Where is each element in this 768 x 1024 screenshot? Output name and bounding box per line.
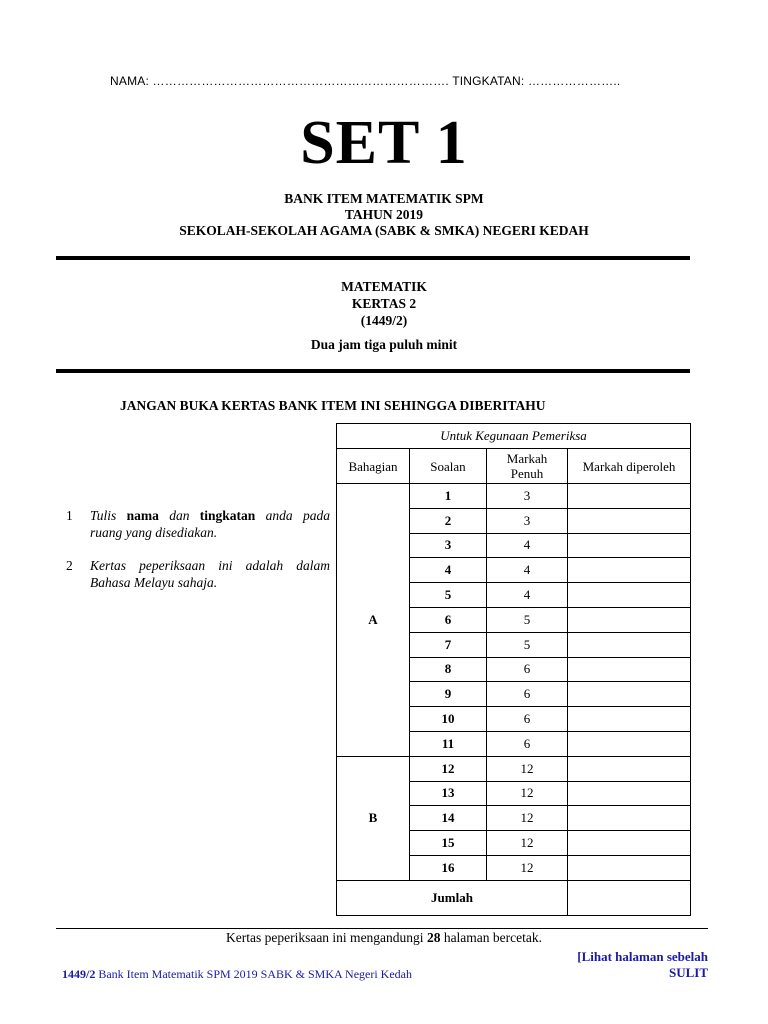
instruction-1: 1 Tulis nama dan tingkatan anda pada ruang yang disediakan. (66, 508, 330, 540)
obtained-mark-cell[interactable] (568, 583, 691, 608)
schools-title: SEKOLAH-SEKOLAH AGAMA (SABK & SMKA) NEGERI KEDAH (179, 223, 589, 238)
question-number: 4 (410, 558, 487, 583)
full-mark: 4 (487, 558, 568, 583)
footer (62, 967, 412, 982)
warning-text: JANGAN BUKA KERTAS BANK ITEM INI SEHINGGA DIBERITAHU (120, 398, 546, 413)
header-markah-diperoleh: Markah diperoleh (568, 449, 691, 484)
page-count-note: Kertas peperiksaan ini mengandungi 28 halaman bercetak. (225, 930, 543, 945)
full-mark: 12 (487, 781, 568, 806)
table-row (337, 484, 691, 509)
question-number: 16 (410, 855, 487, 880)
obtained-mark-cell[interactable] (568, 657, 691, 682)
question-number: 13 (410, 781, 487, 806)
section-a: A (337, 484, 410, 757)
instruction-1-number: 1 (66, 508, 73, 523)
footer-text: Bank Item Matematik SPM 2019 SABK & SMKA Negeri Kedah (95, 967, 412, 981)
question-number: 7 (410, 632, 487, 657)
full-mark: 6 (487, 657, 568, 682)
full-mark: 12 (487, 831, 568, 856)
full-mark: 4 (487, 533, 568, 558)
full-mark: 3 (487, 508, 568, 533)
full-mark: 6 (487, 682, 568, 707)
question-number: 6 (410, 607, 487, 632)
full-mark: 4 (487, 583, 568, 608)
question-number: 2 (410, 508, 487, 533)
name-class-line: NAMA: ………………………………………………………………. TINGKATAN: ………………….. (110, 74, 621, 88)
obtained-mark-cell[interactable] (568, 484, 691, 509)
duration: Dua jam tiga puluh minit (310, 337, 458, 352)
paper-code: (1449/2) (360, 313, 408, 328)
instruction-2: 2 Kertas peperiksaan ini adalah dalam Bahasa Melayu sahaja. (66, 558, 330, 590)
question-number: 1 (410, 484, 487, 509)
top-divider (56, 256, 690, 260)
total-obtained-cell[interactable] (568, 880, 691, 915)
obtained-mark-cell[interactable] (568, 508, 691, 533)
obtained-mark-cell[interactable] (568, 682, 691, 707)
table-row (337, 756, 691, 781)
obtained-mark-cell[interactable] (568, 533, 691, 558)
question-number: 14 (410, 806, 487, 831)
obtained-mark-cell[interactable] (568, 731, 691, 756)
header-bahagian: Bahagian (337, 449, 410, 484)
full-mark: 3 (487, 484, 568, 509)
obtained-mark-cell[interactable] (568, 707, 691, 732)
header-markah-penuh: Markah Penuh (487, 449, 568, 484)
obtained-mark-cell[interactable] (568, 806, 691, 831)
section-b: B (337, 756, 410, 880)
bank-item-title: BANK ITEM MATEMATIK SPM (284, 191, 484, 206)
table-caption: Untuk Kegunaan Pemeriksa (337, 424, 691, 449)
obtained-mark-cell[interactable] (568, 831, 691, 856)
obtained-mark-cell[interactable] (568, 781, 691, 806)
header-soalan: Soalan (410, 449, 487, 484)
set-title: SET 1 (300, 109, 468, 177)
full-mark: 12 (487, 855, 568, 880)
paper-title: KERTAS 2 (351, 296, 417, 311)
question-number: 8 (410, 657, 487, 682)
full-mark: 12 (487, 806, 568, 831)
footer-code: 1449/2 (62, 967, 96, 981)
sulit-label: SULIT (668, 965, 708, 980)
examiner-table (336, 423, 691, 916)
full-mark: 6 (487, 707, 568, 732)
obtained-mark-cell[interactable] (568, 632, 691, 657)
see-next-page: [Lihat halaman sebelah (577, 949, 708, 964)
question-number: 15 (410, 831, 487, 856)
page-count: 28 (426, 930, 441, 945)
full-mark: 5 (487, 632, 568, 657)
subject-title: MATEMATIK (341, 279, 427, 294)
year-title: TAHUN 2019 (344, 207, 424, 222)
question-number: 12 (410, 756, 487, 781)
question-number: 3 (410, 533, 487, 558)
full-mark: 6 (487, 731, 568, 756)
next-page-note (560, 949, 708, 981)
total-label: Jumlah (337, 880, 568, 915)
middle-divider (56, 369, 690, 373)
obtained-mark-cell[interactable] (568, 756, 691, 781)
question-number: 10 (410, 707, 487, 732)
total-row (337, 880, 691, 915)
full-mark: 5 (487, 607, 568, 632)
obtained-mark-cell[interactable] (568, 558, 691, 583)
obtained-mark-cell[interactable] (568, 855, 691, 880)
question-number: 9 (410, 682, 487, 707)
instruction-2-number: 2 (66, 558, 73, 573)
obtained-mark-cell[interactable] (568, 607, 691, 632)
full-mark: 12 (487, 756, 568, 781)
question-number: 11 (410, 731, 487, 756)
question-number: 5 (410, 583, 487, 608)
bottom-divider (56, 928, 708, 929)
